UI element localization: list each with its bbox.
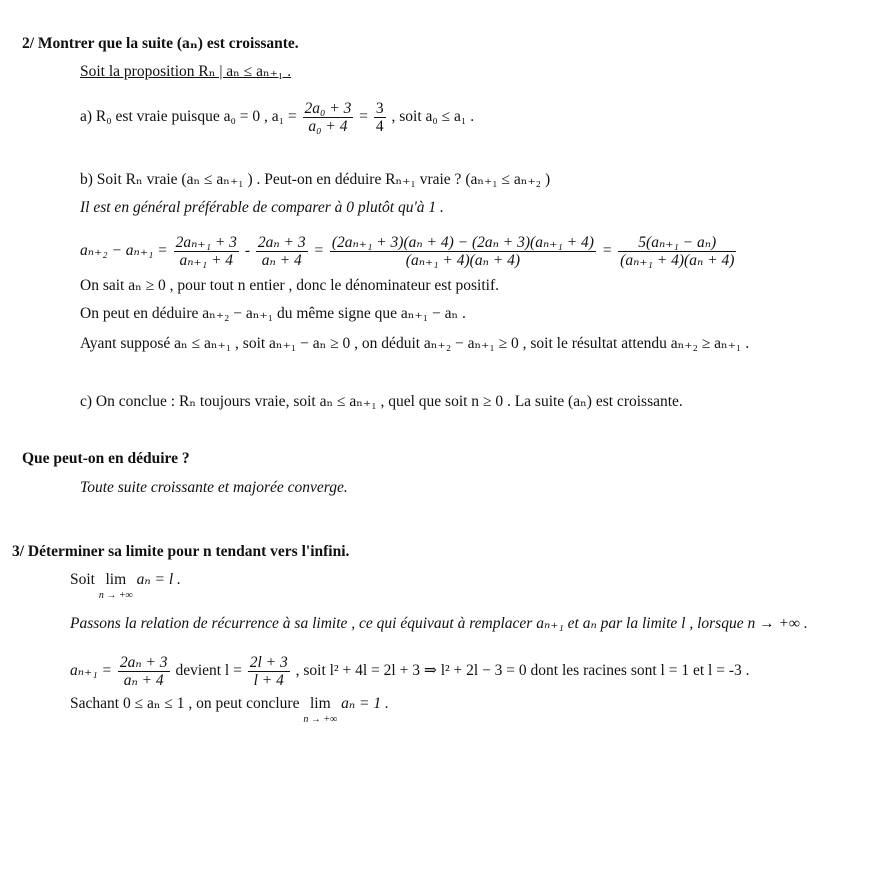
final-expression: aₙ = 1 . [341, 695, 389, 712]
diff-fraction-3-denominator: (aₙ₊₁ + 4)(aₙ + 4) [405, 252, 520, 269]
limit-word: lim [309, 695, 331, 712]
limit-fraction [248, 654, 290, 689]
limit-operator [303, 694, 337, 726]
sachant-line [70, 694, 389, 726]
equals-sign: = [313, 242, 324, 260]
soit-label: Soit [70, 571, 95, 588]
recurrence-fraction [118, 654, 170, 689]
part-a-suffix: , soit a₀ ≤ a₁ . [391, 108, 475, 126]
section-3-title: 3/ Déterminer sa limite pour n tendant vers l'infini. [12, 543, 350, 560]
limit-operator [99, 570, 133, 602]
limit-subscript: n → +∞ [98, 590, 133, 601]
fraction-three-quarters [374, 100, 386, 135]
fraction-3-numerator: 3 [375, 100, 384, 117]
know-line: On sait aₙ ≥ 0 , pour tout n entier , donc le dénominateur est positif. [80, 277, 499, 294]
recurrence-line [70, 654, 750, 689]
fraction-3-denominator: 4 [375, 118, 384, 135]
difference-lhs: aₙ₊₂ − aₙ₊₁ = [80, 242, 168, 260]
recurrence-denominator: aₙ + 4 [123, 672, 164, 689]
diff-fraction-3-numerator: (2aₙ₊₁ + 3)(aₙ + 4) − (2aₙ + 3)(aₙ₊₁ + 4) [331, 234, 594, 251]
diff-fraction-2-numerator: 2aₙ + 3 [257, 234, 306, 251]
diff-fraction-1-numerator: 2aₙ₊₁ + 3 [175, 234, 237, 251]
section-2-title: 2/ Montrer que la suite (aₙ) est croissante. [22, 35, 299, 52]
limit-subscript: n → +∞ [303, 714, 338, 725]
fraction-a1 [303, 100, 354, 135]
sachant-prefix: Sachant 0 ≤ aₙ ≤ 1 , on peut conclure [70, 695, 300, 712]
diff-fraction-3 [330, 234, 596, 269]
limit-denominator: l + 4 [253, 672, 284, 689]
question-answer: Toute suite croissante et majorée converge. [80, 479, 348, 496]
part-a-line [80, 100, 474, 135]
diff-fraction-1-denominator: aₙ₊₁ + 4 [179, 252, 234, 269]
equals-sign: = [601, 242, 613, 260]
passons-line: Passons la relation de récurrence à sa limite , ce qui équivaut à remplacer aₙ₊₁ et aₙ par la limite l , lorsque n → +∞ . [70, 615, 808, 632]
difference-equation [80, 234, 738, 269]
part-b-hint: Il est en général préférable de comparer à 0 plutôt qu'à 1 . [80, 199, 444, 216]
suppose-line: Ayant supposé aₙ ≤ aₙ₊₁ , soit aₙ₊₁ − aₙ ≥ 0 , on déduit aₙ₊₂ − aₙ₊₁ ≥ 0 , soit le résultat attendu aₙ₊₂ ≥ aₙ₊₁ . [80, 335, 750, 352]
limit-numerator: 2l + 3 [249, 654, 288, 671]
diff-fraction-4 [618, 234, 736, 269]
proposition-line: Soit la proposition Rₙ | aₙ ≤ aₙ₊₁ . [80, 63, 292, 80]
diff-fraction-2-denominator: aₙ + 4 [261, 252, 302, 269]
equals-sign: = [359, 108, 368, 126]
limit-equation-suffix: , soit l² + 4l = 2l + 3 ⇒ l² + 2l − 3 = 0 dont les racines sont l = 1 et l = -3 . [295, 662, 750, 680]
part-b-line: b) Soit Rₙ vraie (aₙ ≤ aₙ₊₁ ) . Peut-on en déduire Rₙ₊₁ vraie ? (aₙ₊₁ ≤ aₙ₊₂ ) [80, 171, 551, 188]
part-c-line: c) On conclue : Rₙ toujours vraie, soit aₙ ≤ aₙ₊₁ , quel que soit n ≥ 0 . La suite (aₙ) est croissante. [80, 393, 683, 410]
diff-fraction-2 [256, 234, 308, 269]
limit-expression: aₙ = l . [136, 571, 181, 588]
recurrence-lhs: aₙ₊₁ = [70, 662, 112, 680]
minus-sign: - [244, 242, 250, 260]
question-title: Que peut-on en déduire ? [22, 450, 190, 467]
fraction-a1-numerator: 2a₀ + 3 [304, 100, 352, 117]
limit-word: lim [105, 571, 127, 588]
part-a-prefix: a) R₀ est vraie puisque a₀ = 0 , a₁ = [80, 108, 297, 126]
diff-fraction-4-numerator: 5(aₙ₊₁ − aₙ) [618, 234, 736, 252]
soit-limit-line [70, 570, 181, 602]
deduce-line: On peut en déduire aₙ₊₂ − aₙ₊₁ du même signe que aₙ₊₁ − aₙ . [80, 305, 466, 322]
diff-fraction-1 [174, 234, 239, 269]
devient-text: devient l = [175, 662, 242, 680]
diff-fraction-4-denominator: (aₙ₊₁ + 4)(aₙ + 4) [620, 252, 735, 269]
recurrence-numerator: 2aₙ + 3 [119, 654, 168, 671]
fraction-a1-denominator: a₀ + 4 [308, 118, 348, 135]
